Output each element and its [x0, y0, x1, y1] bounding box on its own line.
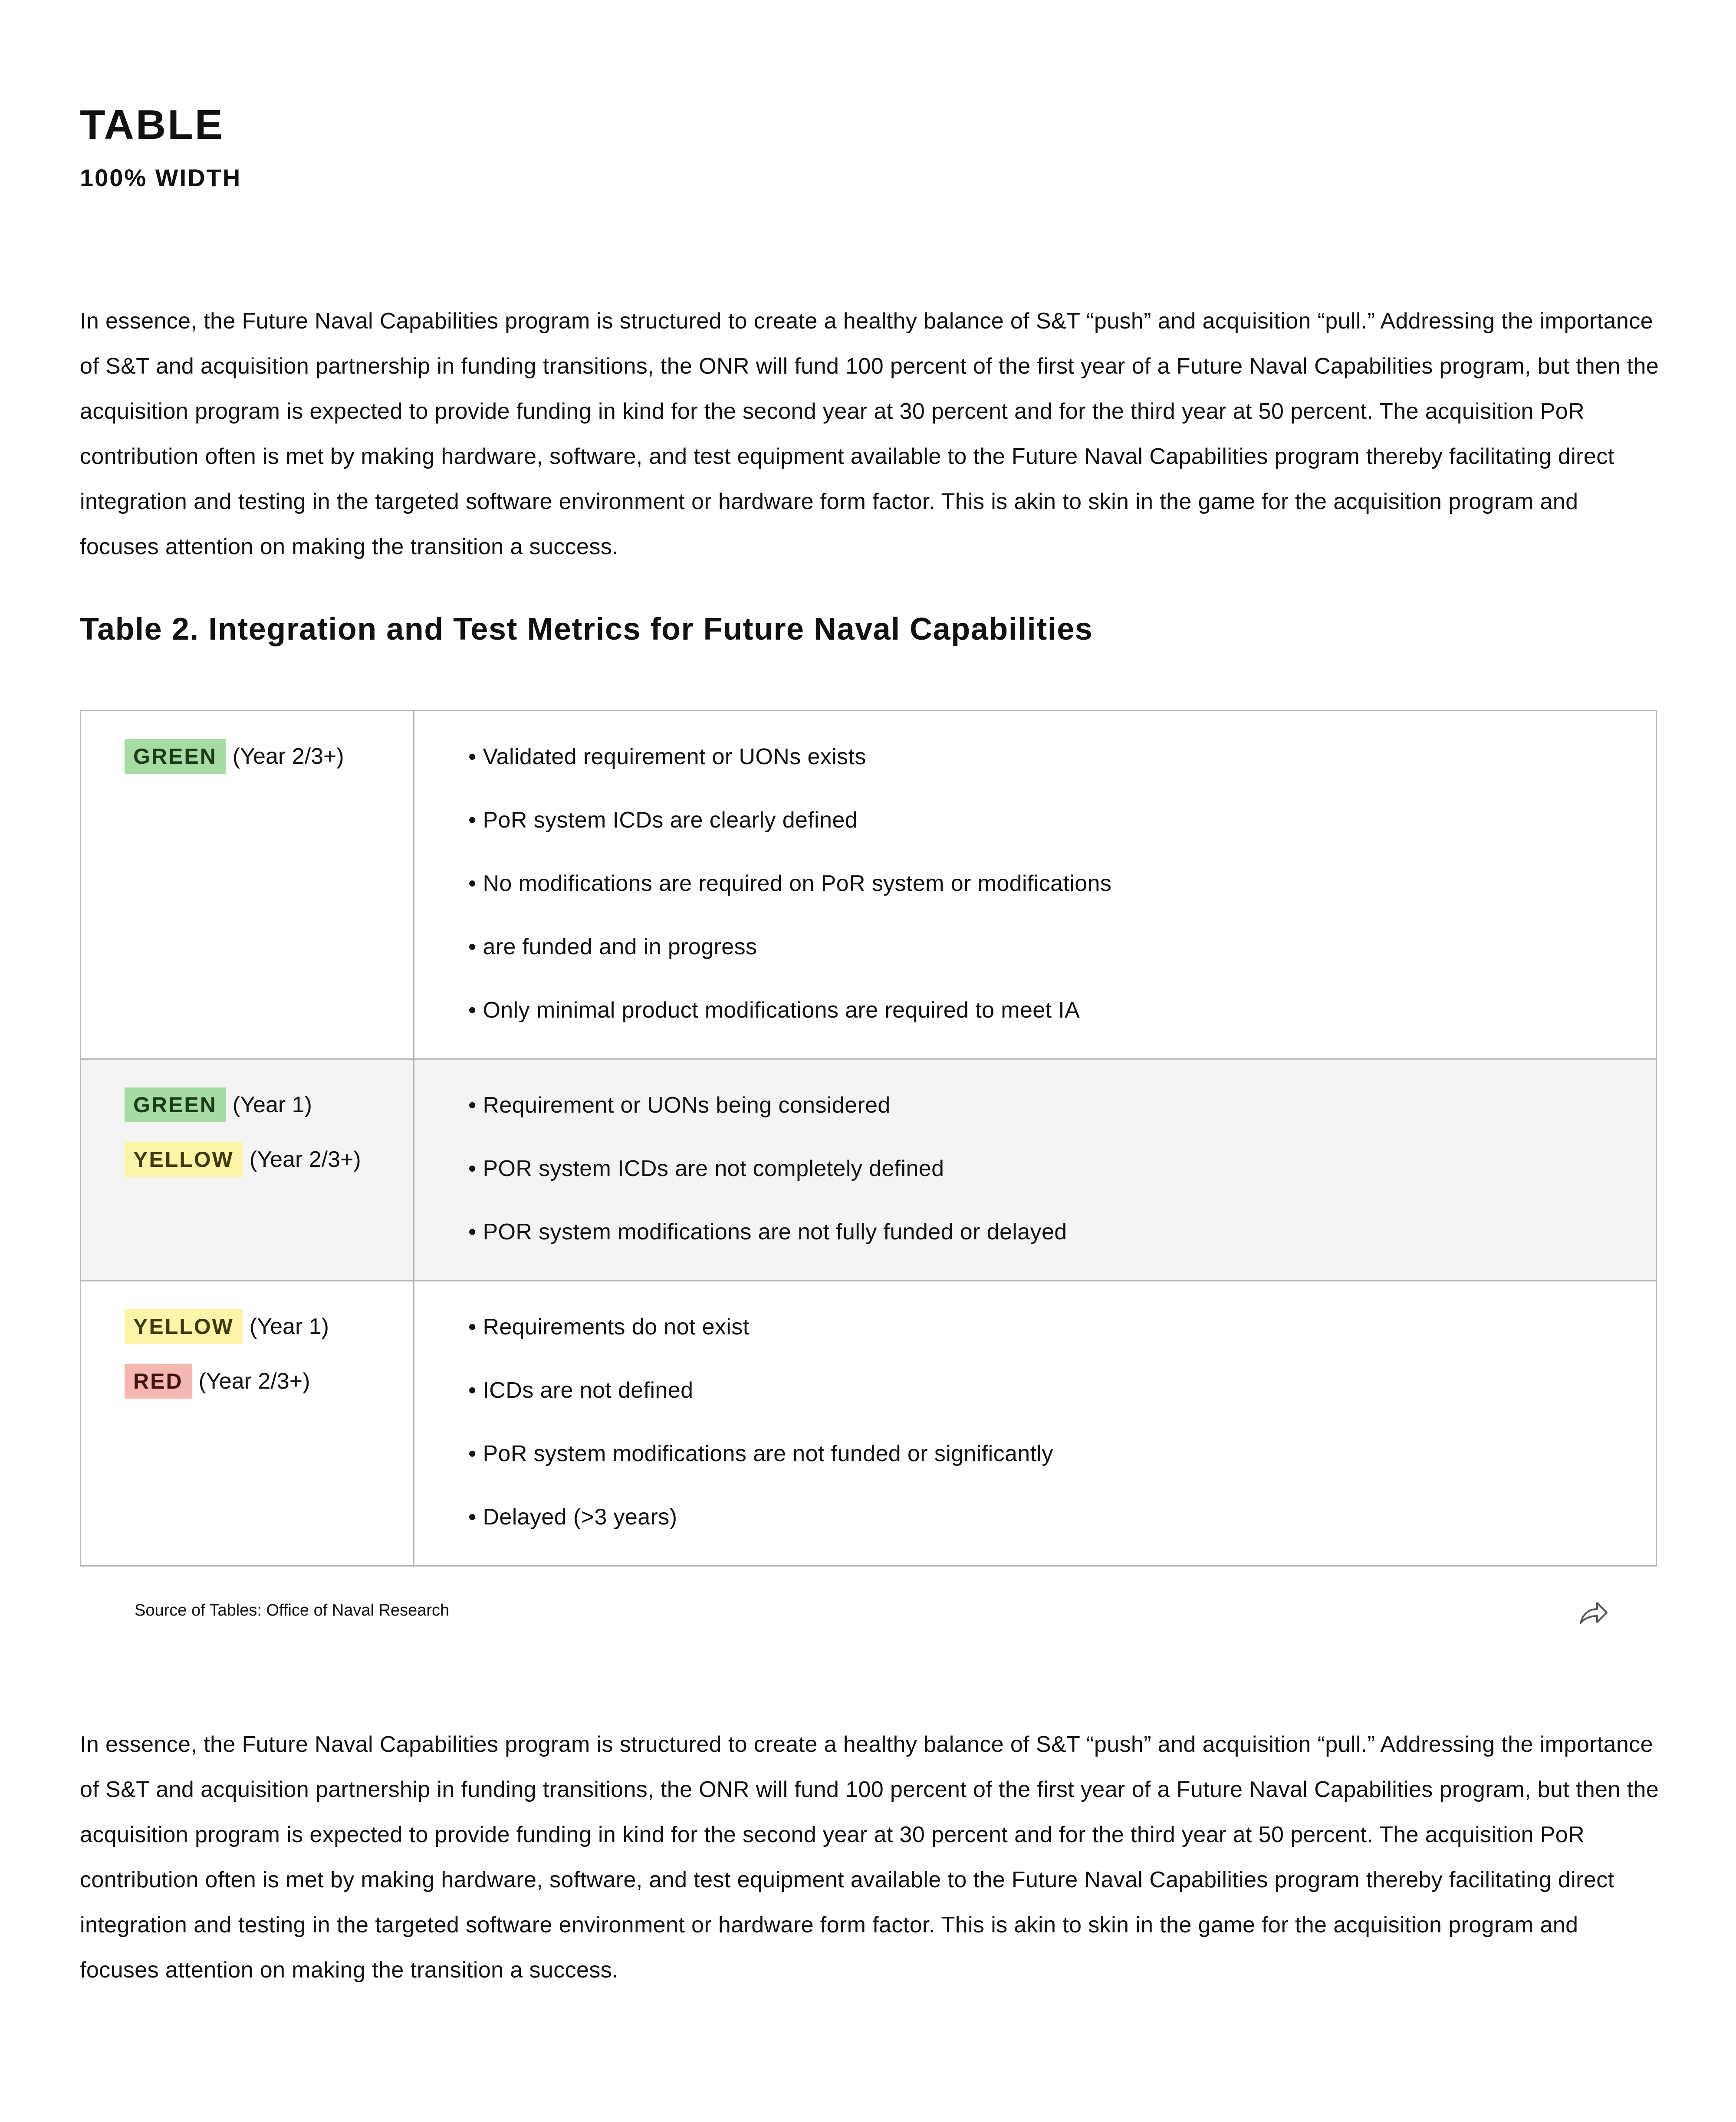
status-badge-yellow: YELLOW: [125, 1309, 243, 1344]
table-row: [81, 711, 1657, 1059]
criteria-item: • No modifications are required on PoR system or modifications: [468, 871, 1112, 896]
table-heading: Table 2. Integration and Test Metrics for Future Naval Capabilities: [80, 612, 1093, 647]
status-year: (Year 1): [249, 1314, 329, 1339]
criteria-item: • are funded and in progress: [468, 934, 757, 959]
status-badge-yellow: YELLOW: [125, 1142, 243, 1177]
criteria-item: • PoR system modifications are not funded or significantly: [468, 1441, 1053, 1466]
status-label: [125, 1364, 413, 1399]
table-row: [81, 1059, 1657, 1281]
status-badge-green: GREEN: [125, 739, 226, 774]
criteria-cell: [414, 1059, 1657, 1281]
criteria-item: • POR system modifications are not fully funded or delayed: [468, 1219, 1067, 1245]
criteria-item: • POR system ICDs are not completely defined: [468, 1156, 944, 1181]
metrics-table: [80, 710, 1657, 1567]
status-label: [125, 1309, 413, 1344]
table-row: [81, 1281, 1657, 1566]
share-arrow-icon[interactable]: [1578, 1600, 1608, 1626]
page-title: TABLE: [80, 102, 224, 148]
status-cell: [81, 1281, 414, 1566]
status-year: (Year 2/3+): [249, 1147, 361, 1172]
page-subtitle: 100% WIDTH: [80, 164, 242, 191]
criteria-item: • ICDs are not defined: [468, 1378, 694, 1403]
criteria-item: • Requirement or UONs being considered: [468, 1093, 891, 1118]
criteria-item: • Only minimal product modifications are required to meet IA: [468, 998, 1080, 1023]
table-source-caption: Source of Tables: Office of Naval Research: [135, 1601, 450, 1619]
status-badge-green: GREEN: [125, 1087, 226, 1122]
status-year: (Year 1): [232, 1092, 312, 1117]
criteria-item: • Validated requirement or UONs exists: [468, 744, 866, 769]
status-label: [125, 1142, 413, 1177]
criteria-cell: [414, 1281, 1657, 1566]
criteria-item: • Delayed (>3 years): [468, 1504, 677, 1530]
status-badge-red: RED: [125, 1364, 192, 1399]
status-cell: [81, 711, 414, 1059]
status-label: [125, 739, 413, 774]
status-year: (Year 2/3+): [232, 744, 344, 769]
body-paragraph-2: In essence, the Future Naval Capabilities program is structured to create a healthy balance of S&T “push” and acquisition “pull.” Addressing the importance of S&T and acquisition partnership in funding transitions, the ONR will fund 100 percent of the first year of a Future Naval Capabilities program, but then the acquisition program is expected to provide funding in kind for the second year at 30 percent and for the third year at 50 percent. The acquisition PoR contribution often is met by making hardware, software, and test equipment available to the Future Naval Capabilities program thereby facilitating direct integration and testing in the targeted software environment or hardware form factor. This is akin to skin in the game for the acquisition program and focuses attention on making the transition a success.: [80, 1732, 1659, 1983]
criteria-item: • Requirements do not exist: [468, 1314, 750, 1340]
status-cell: [81, 1059, 414, 1281]
body-paragraph-1: In essence, the Future Naval Capabilities program is structured to create a healthy balance of S&T “push” and acquisition “pull.” Addressing the importance of S&T and acquisition partnership in funding transitions, the ONR will fund 100 percent of the first year of a Future Naval Capabilities program, but then the acquisition program is expected to provide funding in kind for the second year at 30 percent and for the third year at 50 percent. The acquisition PoR contribution often is met by making hardware, software, and test equipment available to the Future Naval Capabilities program thereby facilitating direct integration and testing in the targeted software environment or hardware form factor. This is akin to skin in the game for the acquisition program and focuses attention on making the transition a success.: [80, 309, 1659, 559]
status-label: [125, 1087, 413, 1122]
criteria-item: • PoR system ICDs are clearly defined: [468, 808, 858, 833]
status-year: (Year 2/3+): [198, 1369, 310, 1394]
criteria-cell: [414, 711, 1657, 1059]
